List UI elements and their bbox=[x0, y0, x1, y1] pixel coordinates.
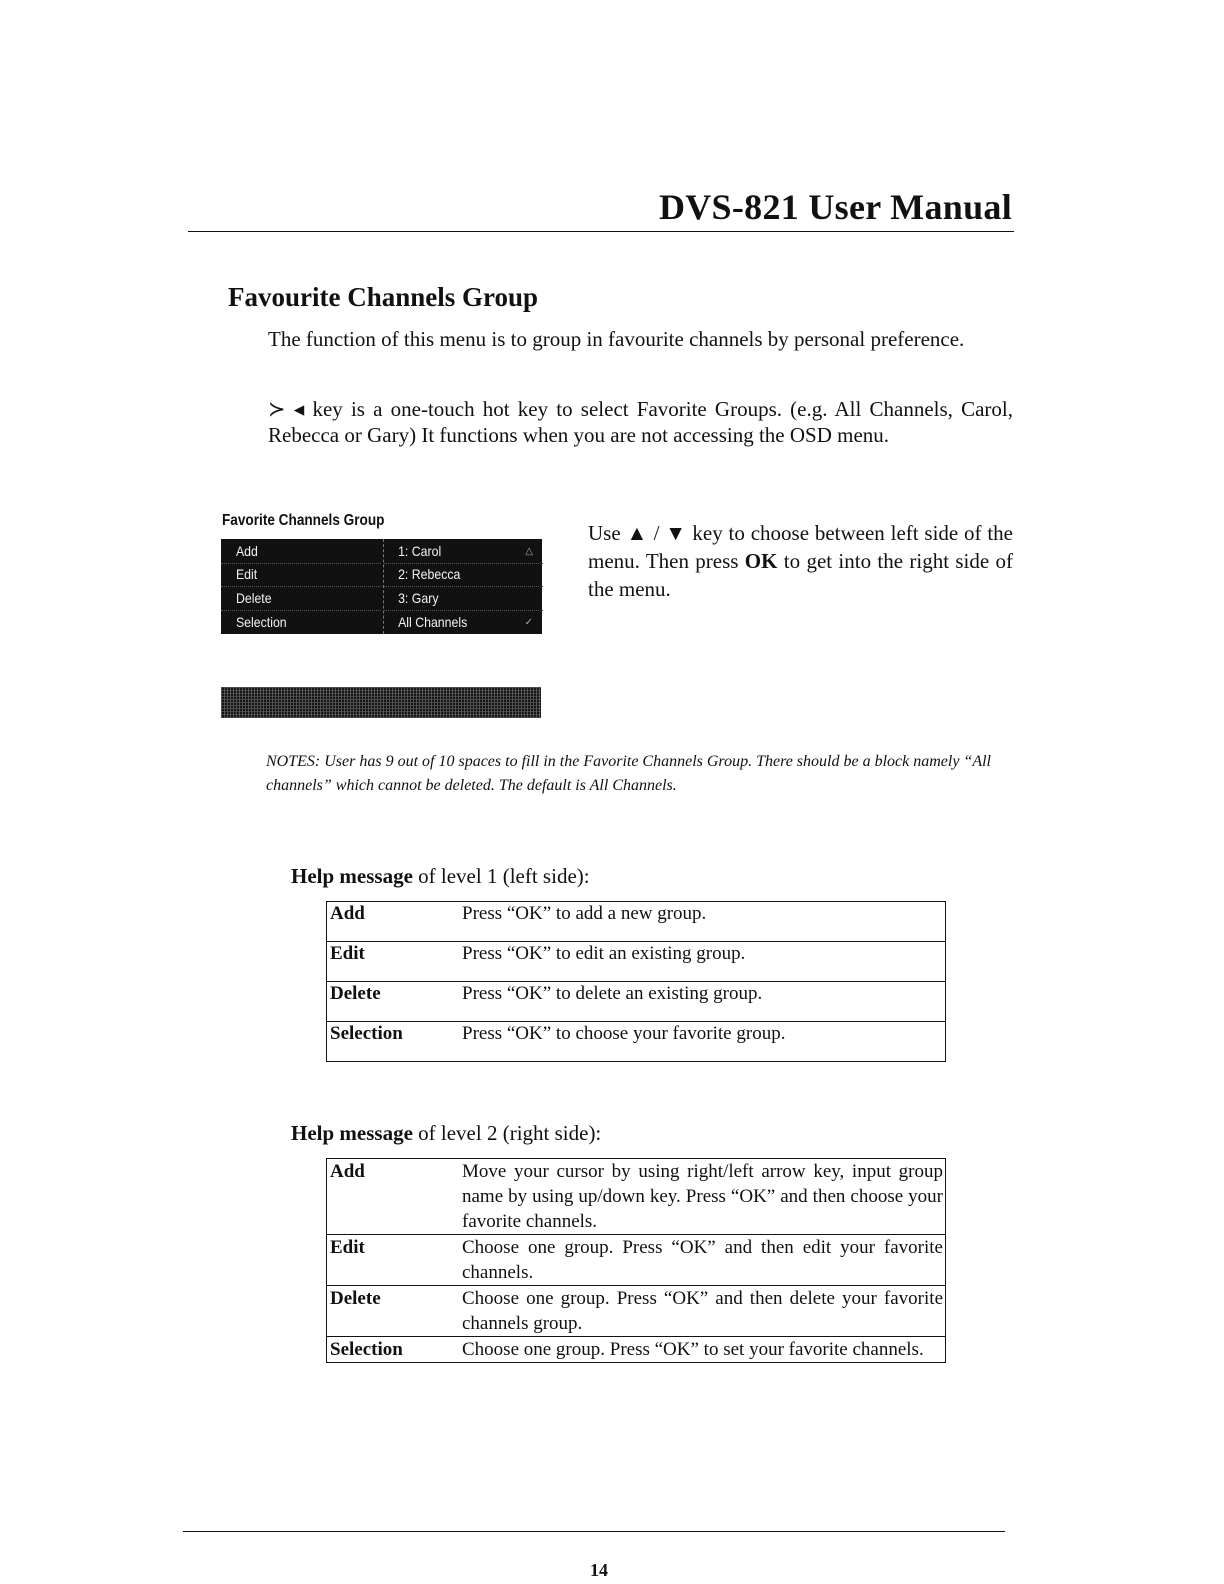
intro-paragraph: The function of this menu is to group in favourite channels by personal preference. bbox=[268, 327, 965, 351]
notes-label: NOTES: bbox=[266, 753, 321, 770]
help-level1-table bbox=[326, 901, 946, 1062]
help-description: Move your cursor by using right/left arrow key, input group name by using up/down key. Press “OK” and then choose your favorite channels. bbox=[458, 1159, 946, 1235]
ok-key-label: OK bbox=[744, 549, 778, 573]
manual-title: DVS-821 User Manual bbox=[658, 187, 1012, 227]
help-description: Press “OK” to edit an existing group. bbox=[458, 942, 946, 982]
osd-group-rebecca: 2: Rebecca bbox=[384, 563, 543, 587]
table-row bbox=[327, 902, 946, 942]
help-term: Edit bbox=[327, 942, 459, 982]
table-row bbox=[327, 982, 946, 1022]
footer-rule bbox=[183, 1531, 1005, 1532]
osd-help-bar-image bbox=[221, 687, 541, 718]
help-description: Choose one group. Press “OK” to set your favorite channels. bbox=[458, 1337, 946, 1363]
osd-item-delete: Delete bbox=[221, 587, 381, 611]
osd-menu-caption: Favorite Channels Group bbox=[222, 512, 385, 529]
help-term: Add bbox=[327, 902, 459, 942]
page-number: 14 bbox=[590, 1560, 608, 1580]
table-row bbox=[327, 1337, 946, 1363]
osd-group-carol: 1: Carol △ bbox=[384, 540, 543, 564]
header-rule bbox=[188, 231, 1014, 232]
osd-left-column bbox=[221, 539, 381, 634]
osd-right-column bbox=[383, 539, 543, 634]
help-description: Press “OK” to delete an existing group. bbox=[458, 982, 946, 1022]
help-term: Delete bbox=[327, 1286, 459, 1337]
section-title: Favourite Channels Group bbox=[228, 282, 539, 312]
help-level2-heading: Help message of level 2 (right side): bbox=[291, 1121, 602, 1145]
notes-text: User has 9 out of 10 spaces to fill in the Favorite Channels Group. There should be a block namely “All channels” which cannot be deleted. The default is All Channels. bbox=[266, 753, 991, 794]
scroll-up-icon: △ bbox=[525, 546, 533, 557]
help-term: Delete bbox=[327, 982, 459, 1022]
navigation-instructions: Use ▲ / ▼ key to choose between left side of the menu. Then press OK to get into the right side of the menu. bbox=[588, 521, 1013, 601]
notes bbox=[266, 750, 1014, 798]
help-level1-heading: Help message of level 1 (left side): bbox=[291, 864, 590, 888]
table-row bbox=[327, 1286, 946, 1337]
scroll-down-icon: ✓ bbox=[524, 617, 533, 628]
help-description: Choose one group. Press “OK” and then delete your favorite channels group. bbox=[458, 1286, 946, 1337]
osd-group-all-channels: All Channels ✓ bbox=[384, 611, 543, 634]
osd-menu-screenshot bbox=[221, 539, 542, 634]
help-level2-table bbox=[326, 1158, 946, 1363]
table-row bbox=[327, 942, 946, 982]
table-row bbox=[327, 1235, 946, 1286]
help-description: Press “OK” to add a new group. bbox=[458, 902, 946, 942]
help-term: Selection bbox=[327, 1337, 459, 1363]
osd-group-gary: 3: Gary bbox=[384, 587, 543, 611]
osd-item-selection: Selection bbox=[235, 614, 287, 630]
help-term: Add bbox=[327, 1159, 459, 1235]
hotkey-paragraph: ≻ ◂ key is a one-touch hot key to select Favorite Groups. (e.g. All Channels, Carol, Rebecca or Gary) It functions when you are not accessing the OSD menu. bbox=[268, 397, 1013, 447]
osd-item-edit: Edit bbox=[221, 563, 381, 587]
help-description: Choose one group. Press “OK” and then edit your favorite channels. bbox=[458, 1235, 946, 1286]
table-row bbox=[327, 1022, 946, 1062]
help-term: Selection bbox=[327, 1022, 459, 1062]
table-row bbox=[327, 1159, 946, 1235]
help-term: Edit bbox=[327, 1235, 459, 1286]
osd-item-add: Add bbox=[221, 540, 381, 564]
help-description: Press “OK” to choose your favorite group. bbox=[458, 1022, 946, 1062]
